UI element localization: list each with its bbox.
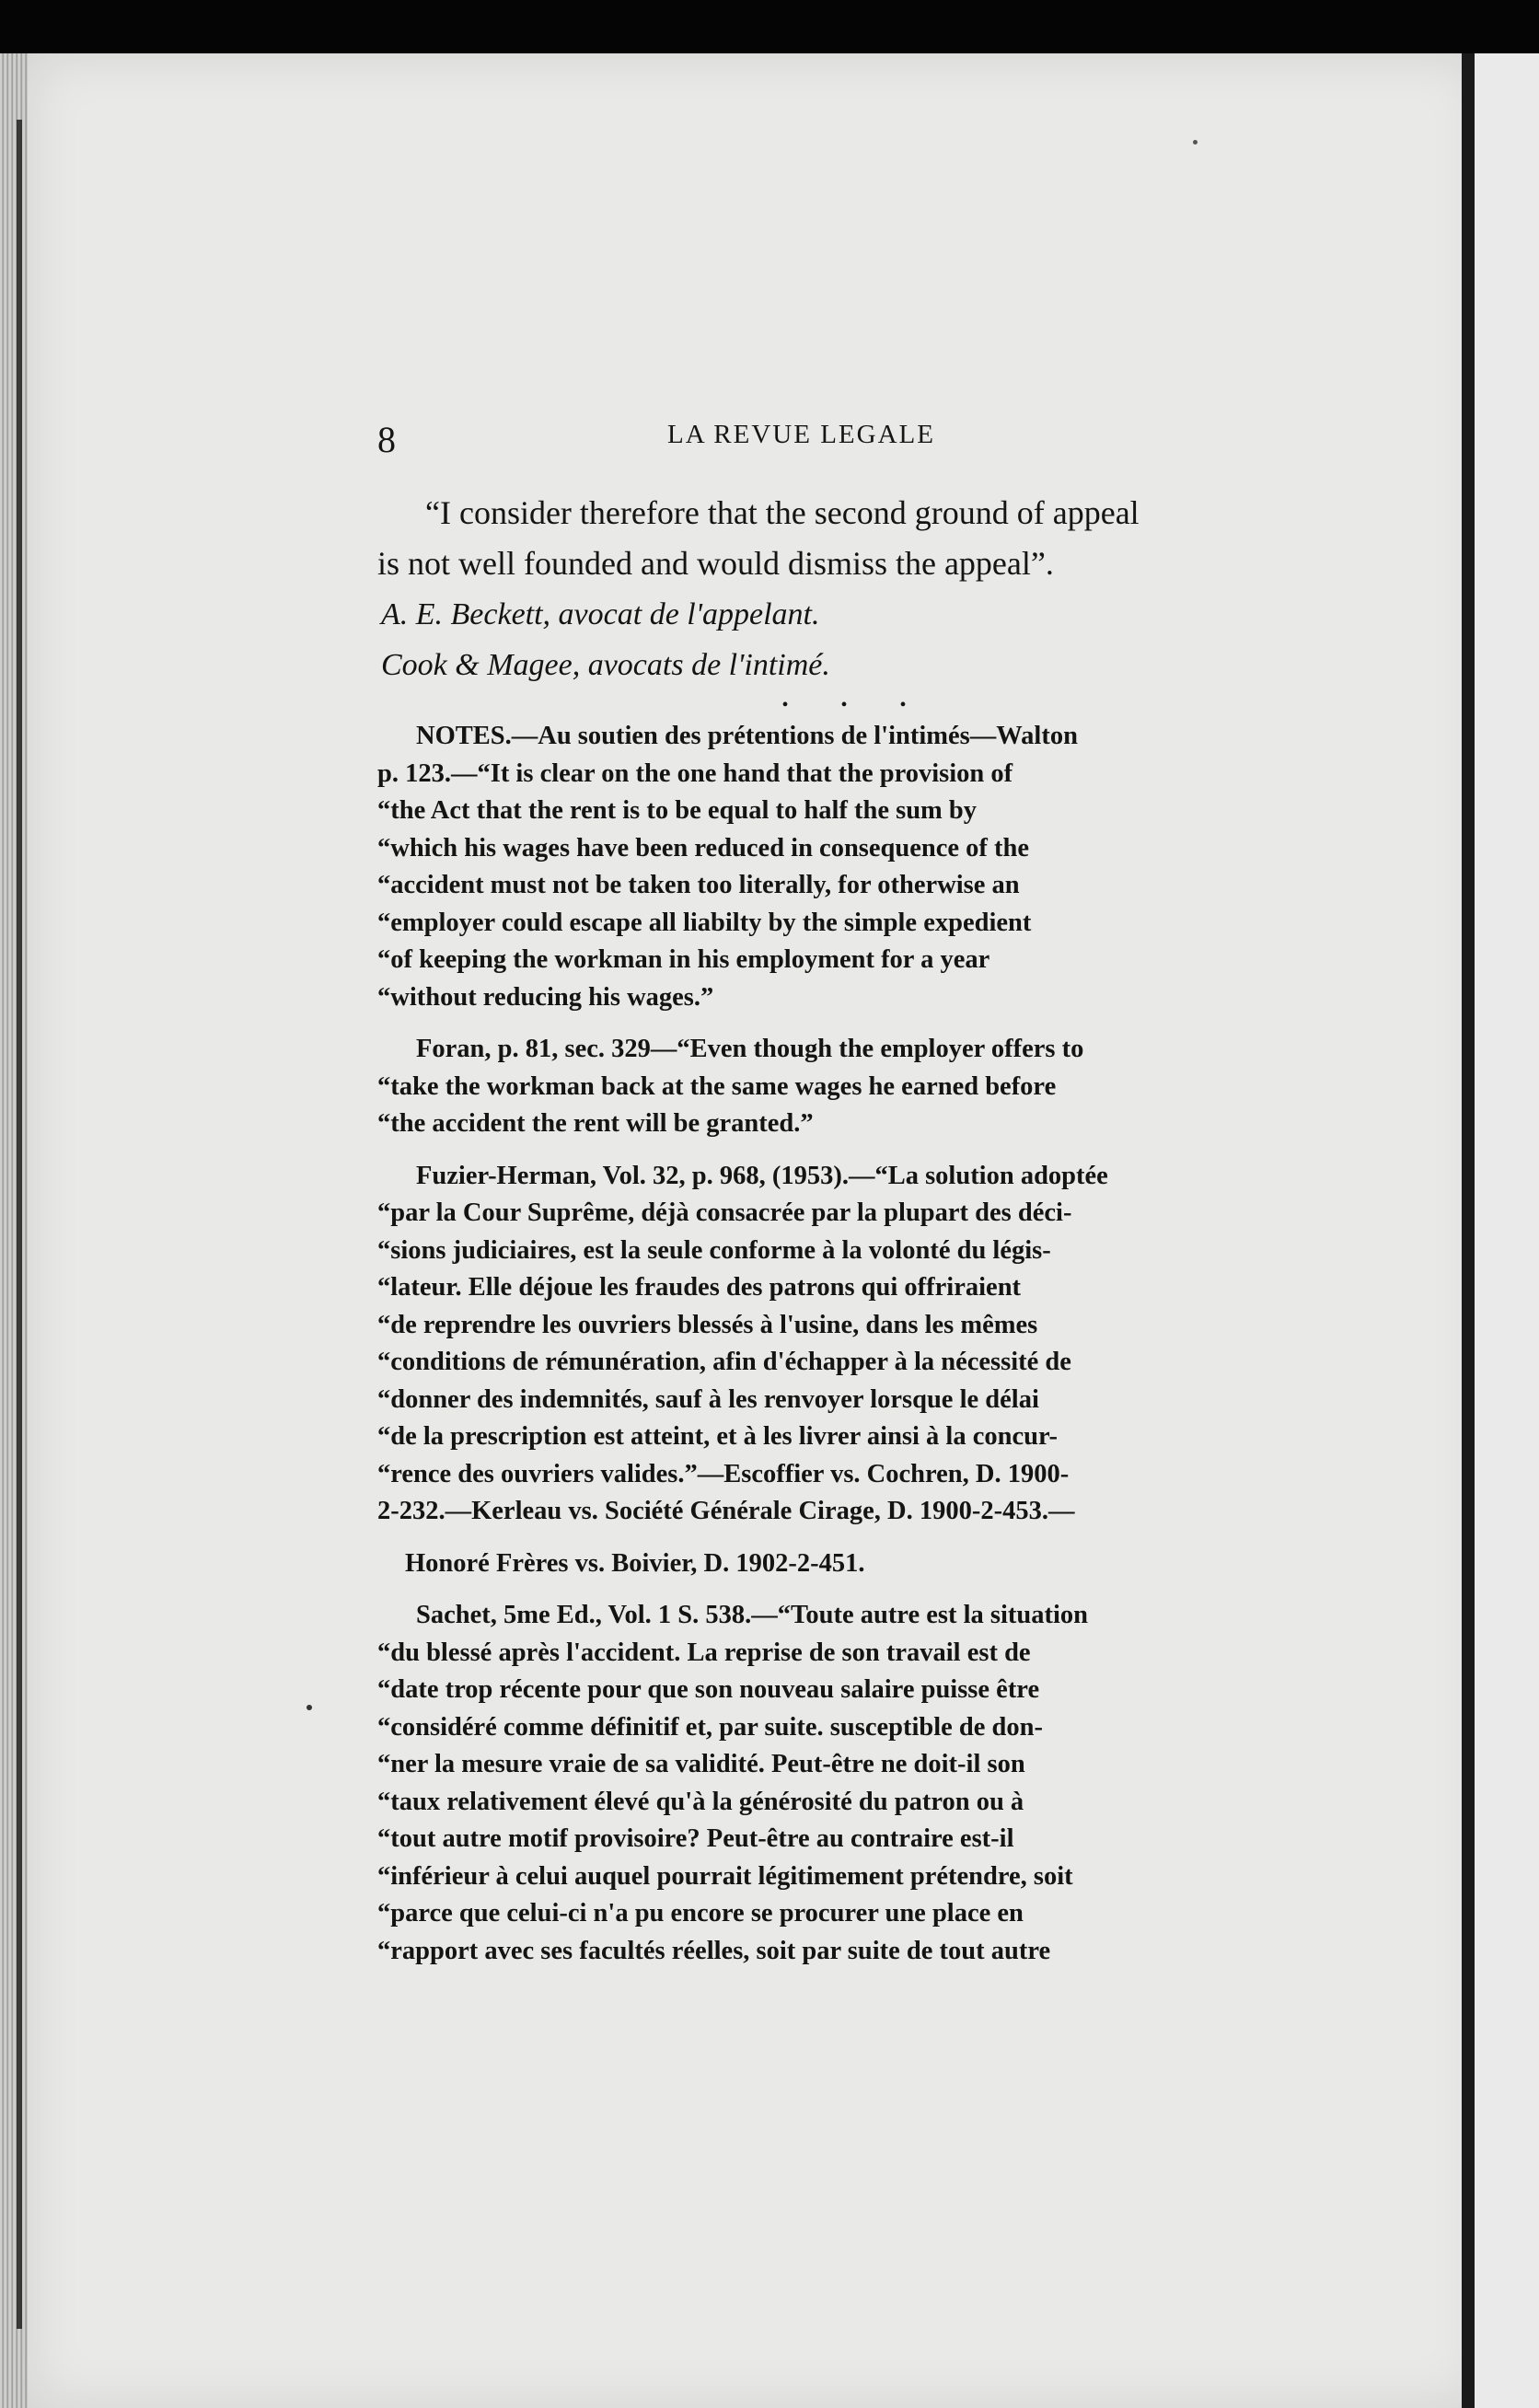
text-line: NOTES.—Au soutien des prétentions de l'intimés—Walton [416,722,1078,750]
text-line: “par la Cour Suprême, déjà consacrée par la plupart des déci- [377,1198,1072,1227]
margin-mark [307,1705,312,1710]
text-line: “du blessé après l'accident. La reprise de son travail est de [377,1638,1031,1667]
running-head: LA REVUE LEGALE [667,420,935,449]
text-line: “donner des indemnités, sauf à les renvoyer lorsque le délai [377,1384,1039,1414]
note-walton [377,718,1279,1016]
text-line: “accident must not be taken too literally, for otherwise an [377,871,1020,899]
text-line: Foran, p. 81, sec. 329—“Even though the employer offers to [416,1035,1084,1063]
text-line: “date trop récente pour que son nouveau salaire puisse être [377,1675,1040,1704]
text-line: “de reprendre les ouvriers blessés à l'usine, dans les mêmes [377,1310,1038,1339]
text-line: “which his wages have been reduced in consequence of the [377,833,1030,862]
scan-speck [1193,140,1198,145]
page-header [377,414,1270,460]
text-line: “lateur. Elle déjoue les fraudes des patrons qui offriraient [377,1273,1022,1302]
quote-line-2: is not well founded and would dismiss the appeal”. [377,545,1054,582]
notes-section [377,718,1279,1970]
text-line: “tout autre motif provisoire? Peut-être au contraire est-il [377,1824,1014,1853]
text-line: “inférieur à celui auquel pourrait légitimement prétendre, soit [377,1861,1073,1891]
counsel-appellant: A. E. Beckett, avocat de l'appelant. [381,597,820,631]
page-body [377,488,1279,1970]
text-line: “taux relativement élevé qu'à la générosité du patron ou à [377,1787,1024,1816]
text-line: p. 123.—“It is clear on the one hand that the provision of [377,758,1013,788]
text-line: “de la prescription est atteint, et à les livrer ainsi à la concur- [377,1422,1059,1451]
binding-gutter [17,120,22,2329]
text-line: “rence des ouvriers valides.”—Escoffier vs. Cochren, D. 1900- [377,1459,1070,1488]
text-line: “of keeping the workman in his employment for a year [377,945,990,974]
text-line: 2-232.—Kerleau vs. Société Générale Cirage, D. 1900-2-453.— [377,1497,1075,1525]
note-foran [377,1031,1279,1143]
page-number: 8 [377,419,396,460]
facing-page-shadow [1462,53,1475,2408]
counsel-respondent: Cook & Magee, avocats de l'intimé. [381,648,830,682]
text-line: Fuzier-Herman, Vol. 32, p. 968, (1953).—“La solution adoptée [416,1161,1108,1190]
text-line: “ner la mesure vraie de sa validité. Peut-être ne doit-il son [377,1750,1025,1778]
text-line: “rapport avec ses facultés réelles, soit par suite de tout autre [377,1936,1051,1965]
note-fuzier-herman [377,1158,1279,1531]
text-line: Honoré Frères vs. Boivier, D. 1902-2-451. [405,1548,865,1578]
section-separator: • • • [781,695,931,715]
note-sachet [377,1597,1279,1970]
text-line: “employer could escape all liabilty by the simple expedient [377,908,1032,937]
note-honore-freres [377,1546,1279,1583]
quote-line-1: “I consider therefore that the second ground of appeal [425,494,1140,531]
text-line: “sions judiciaires, est la seule conforme à la volonté du légis- [377,1235,1051,1265]
text-line: “the Act that the rent is to be equal to half the sum by [377,796,978,825]
book-page-edges [0,53,28,2408]
text-line: “without reducing his wages.” [377,982,714,1012]
text-line: “parce que celui-ci n'a pu encore se procurer une place en [377,1899,1024,1928]
text-line: “take the workman back at the same wages he earned before [377,1071,1057,1101]
scan-top-border [0,0,1539,53]
text-line: “conditions de rémunération, afin d'échapper à la nécessité de [377,1348,1071,1376]
text-line: “the accident the rent will be granted.” [377,1109,814,1138]
text-line: Sachet, 5me Ed., Vol. 1 S. 538.—“Toute autre est la situation [416,1601,1088,1629]
text-line: “considéré comme définitif et, par suite. susceptible de don- [377,1712,1043,1742]
facing-page-strip [1475,53,1539,2408]
